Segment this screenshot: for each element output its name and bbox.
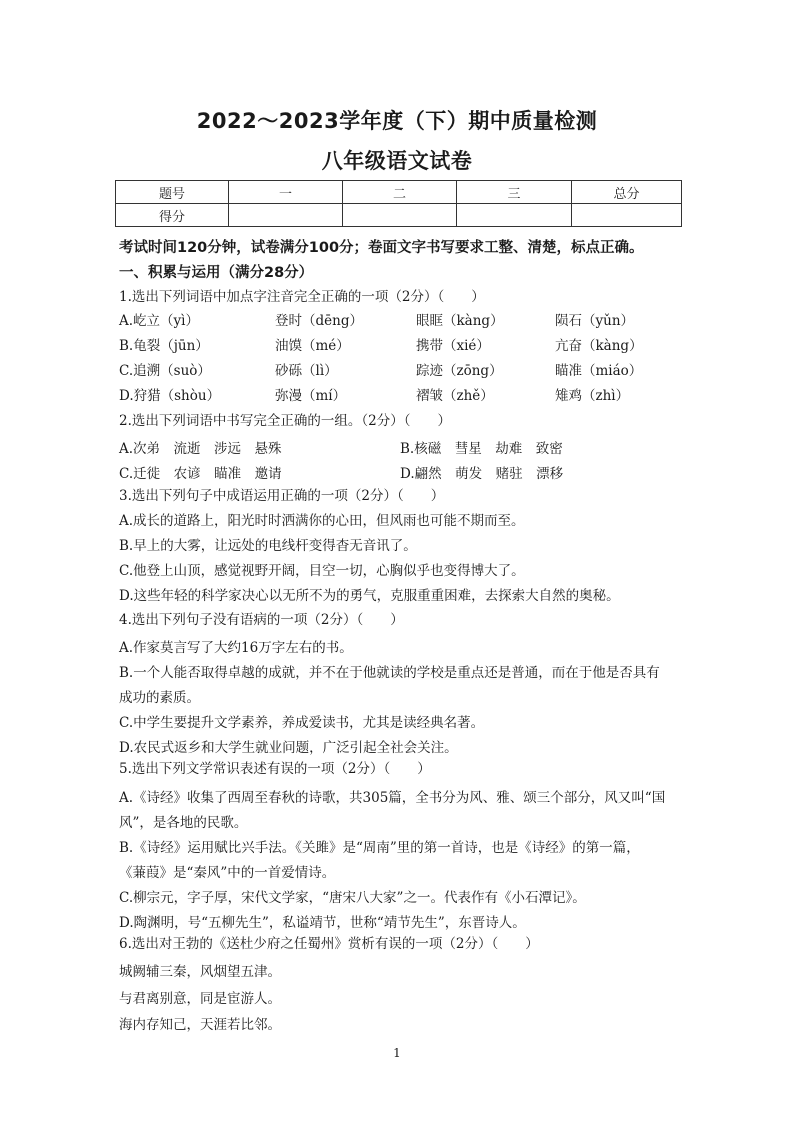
option-text: A.次弟 流逝 涉远 悬殊 — [119, 441, 282, 457]
poem-line: 与君离别意，同是宦游人。 — [119, 991, 281, 1007]
score-input-cell[interactable] — [457, 204, 572, 227]
table-cell: 一 — [229, 181, 343, 204]
score-input-cell[interactable] — [229, 204, 343, 227]
question-3-stem: 3.选出下列句子中成语运用正确的一项（2分）（ ） — [119, 488, 445, 504]
section-heading: 一、积累与运用（满分28分） — [119, 265, 314, 281]
question-2-stem: 2.选出下列词语中书写完全正确的一组。（2分）（ ） — [119, 413, 451, 429]
question-4-stem: 4.选出下列句子没有语病的一项（2分）（ ） — [119, 612, 404, 628]
option-text: A.《诗经》收集了西周至春秋的诗歌，共305篇，全书分为风、雅、颂三个部分，风又叫“国 — [119, 790, 666, 806]
page-number: 1 — [393, 1046, 401, 1060]
option-text: 眼眶（kàng） — [416, 313, 504, 329]
option-text: B.一个人能否取得卓越的成就，并不在于他就读的学校是重点还是普通，而在于他是否具有 — [119, 665, 660, 681]
question-1-stem: 1.选出下列词语中加点字注音完全正确的一项（2分）（ ） — [119, 289, 485, 305]
table-cell: 三 — [457, 181, 572, 204]
option-text: 瞄准（miáo） — [555, 363, 643, 379]
score-input-cell[interactable] — [572, 204, 682, 227]
option-text: 油馍（mé） — [275, 338, 350, 354]
option-text: D.这些年轻的科学家决心以无所不为的勇气，克服重重困难，去探索大自然的奥秘。 — [119, 588, 620, 604]
table-cell: 得分 — [116, 204, 229, 227]
option-text: 亢奋（kàng） — [555, 338, 643, 354]
option-text: A.作家莫言写了大约16万字左右的书。 — [119, 640, 353, 656]
option-text: 砂砾（lì） — [275, 363, 338, 379]
option-text: B.龟裂（jūn） — [119, 338, 209, 354]
option-text: C.柳宗元，字子厚，宋代文学家，“唐宋八大家”之一。代表作有《小石潭记》。 — [119, 890, 586, 906]
exam-title: 2022～2023学年度（下）期中质量检测 — [196, 109, 598, 133]
option-text: 成功的素质。 — [119, 690, 200, 706]
option-text: B.早上的大雾，让远处的电线杆变得杳无音讯了。 — [119, 538, 417, 554]
exam-notice: 考试时间120分钟，试卷满分100分；卷面文字书写要求工整、清楚，标点正确。 — [119, 240, 644, 256]
score-table-row — [116, 181, 682, 204]
option-text: 风”，是各地的民歌。 — [119, 815, 248, 831]
exam-subtitle: 八年级语文试卷 — [321, 149, 473, 173]
question-6-stem: 6.选出对王勃的《送杜少府之任蜀州》赏析有误的一项（2分）（ ） — [119, 936, 539, 952]
option-text: 踪迹（zōng） — [416, 363, 503, 379]
option-text: 携带（xié） — [416, 338, 490, 354]
option-text: 陨石（yǔn） — [555, 313, 635, 329]
score-table-row — [116, 204, 682, 227]
question-5-stem: 5.选出下列文学常识表述有误的一项（2分）（ ） — [119, 761, 431, 777]
option-text: D.农民式返乡和大学生就业问题，广泛引起全社会关注。 — [119, 740, 458, 756]
option-text: C.他登上山顶，感觉视野开阔，目空一切，心胸似乎也变得博大了。 — [119, 563, 525, 579]
option-text: 登时（dēng） — [275, 313, 363, 329]
table-cell: 题号 — [116, 181, 229, 204]
option-text: A.成长的道路上，阳光时时洒满你的心田，但风雨也可能不期而至。 — [119, 513, 525, 529]
option-text: C.中学生要提升文学素养，养成爱读书，尤其是读经典名著。 — [119, 715, 485, 731]
option-text: D.陶渊明，号“五柳先生”，私谥靖节，世称“靖节先生”，东晋诗人。 — [119, 915, 526, 931]
option-text: 褶皱（zhě） — [416, 388, 494, 404]
table-cell: 二 — [343, 181, 457, 204]
option-text: A.屹立（yì） — [119, 313, 199, 329]
table-cell: 总分 — [572, 181, 682, 204]
score-input-cell[interactable] — [343, 204, 457, 227]
option-text: 弥漫（mí） — [275, 388, 347, 404]
poem-line: 城阙辅三秦，风烟望五津。 — [119, 964, 281, 980]
option-text: D.翩然 萌发 赌驻 漂移 — [400, 466, 564, 482]
option-text: 《蒹葭》是“秦风”中的一首爱情诗。 — [119, 865, 336, 881]
score-table — [115, 180, 682, 227]
option-text: B.核磁 彗星 劫难 致密 — [400, 441, 563, 457]
option-text: B.《诗经》运用赋比兴手法。《关雎》是“周南”里的第一首诗，也是《诗经》的第一篇， — [119, 840, 640, 856]
option-text: 雉鸡（zhì） — [555, 388, 630, 404]
option-text: D.狩猎（shòu） — [119, 388, 221, 404]
option-text: C.迁徙 农谚 瞄准 邀请 — [119, 466, 282, 482]
poem-line: 海内存知己，天涯若比邻。 — [119, 1017, 281, 1033]
option-text: C.追溯（suò） — [119, 363, 211, 379]
